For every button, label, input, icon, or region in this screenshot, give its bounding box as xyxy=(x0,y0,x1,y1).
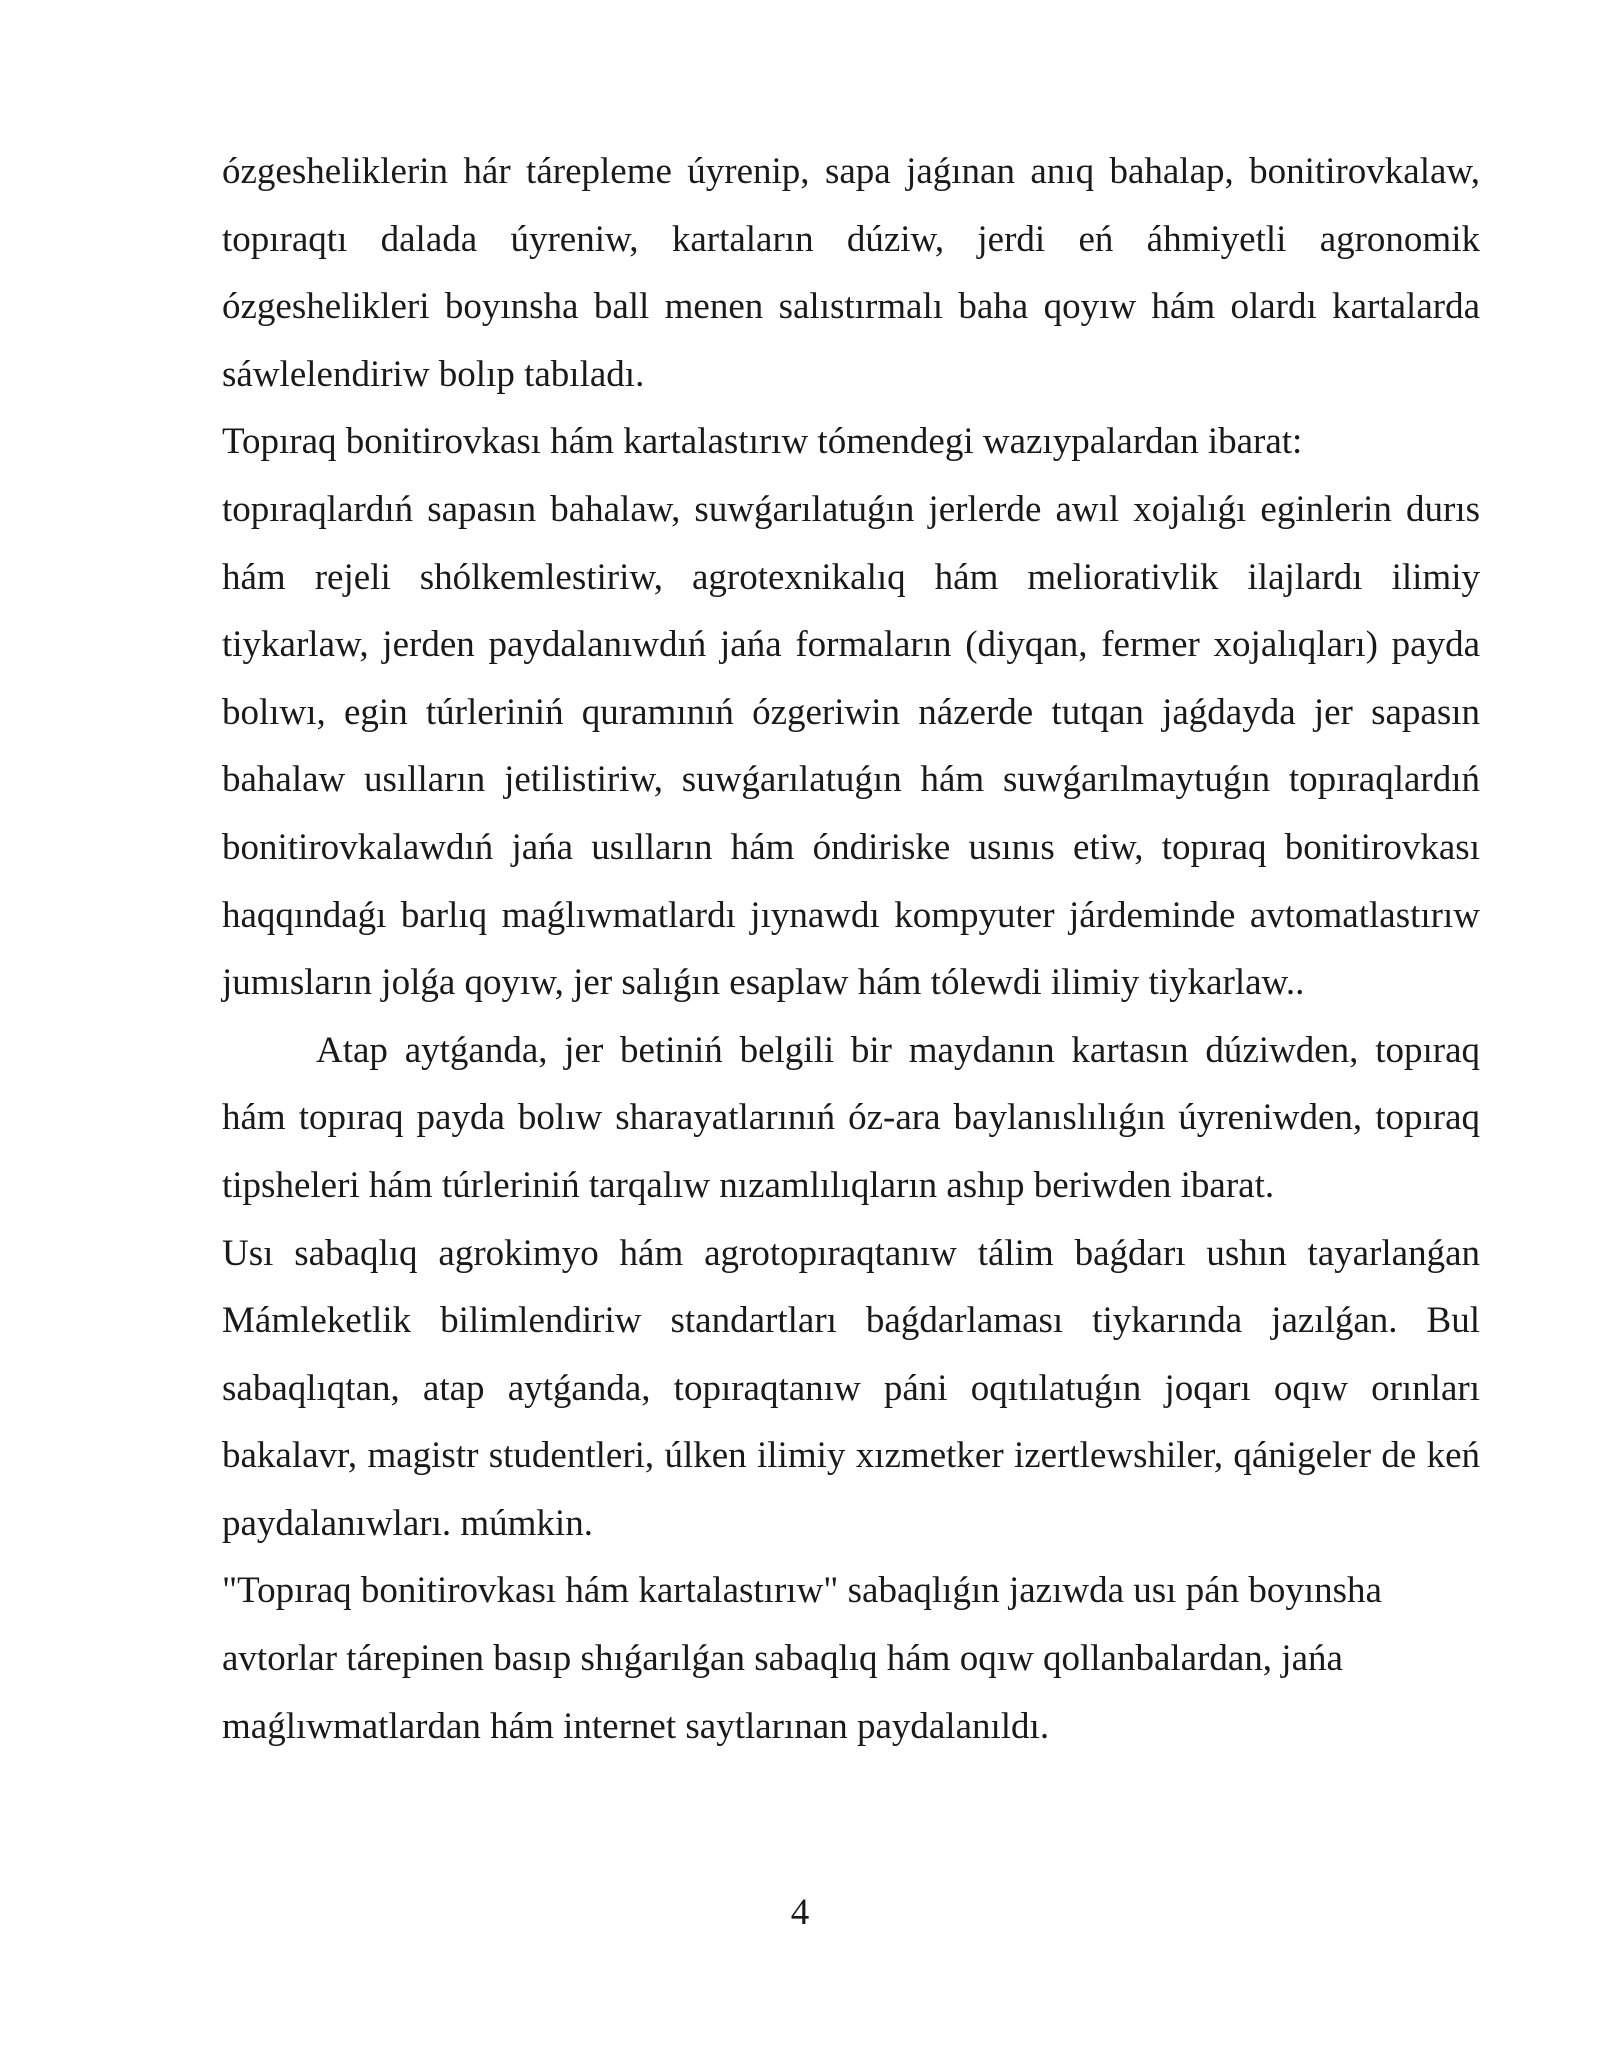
page-number: 4 xyxy=(790,1892,810,1933)
paragraph-textbook-purpose: Usı sabaqlıq agrokimyo hám agrotopıraqtanıw tálim baǵdarı ushın tayarlanǵan Mámleketlik bilimlendiriw standartları baǵdarlaması tiykarında jazılǵan. Bul sabaqlıqtan, atap aytǵanda, topıraqtanıw páni oqıtılatuǵın joqarı oqıw orınları bakalavr, magistr studentleri, úlken ilimiy xızmetker izertlewshiler, qánigeler de keń paydalanıwları. múmkin. xyxy=(222,1232,1480,1544)
paragraph-tasks-heading: Topıraq bonitirovkası hám kartalastırıw tómendegi wazıypalardan ibarat: xyxy=(222,421,1303,463)
document-body xyxy=(222,138,1480,1760)
paragraph-mapping-description: Atap aytǵanda, jer betiniń belgili bir maydanın kartasın dúziwden, topıraq hám topıraq payda bolıw sharayatlarınıń óz-ara baylanıslılıǵın úyreniwden, topıraq tipsheleri hám túrleriniń tarqalıw nızamlılıqların ashıp beriwden ibarat. xyxy=(222,1029,1480,1206)
paragraph-intro-continuation: ózgesheliklerin hár tárepleme úyrenip, sapa jaǵınan anıq bahalap, bonitirovkalaw, topıraqtı dalada úyreniw, kartaların dúziw, jerdi eń áhmiyetli agronomik ózgeshelikleri boyınsha ball menen salıstırmalı baha qoyıw hám olardı kartalarda sáwlelendiriw bolıp tabıladı. xyxy=(222,151,1480,395)
paragraph-sources: "Topıraq bonitirovkası hám kartalastırıw" sabaqlıǵın jazıwda usı pán boyınsha avtorlar tárepinen basıp shıǵarılǵan sabaqlıq hám oqıw qollanbalardan, jańa maǵlıwmatlardan hám internet saytlarınan paydalanıldı. xyxy=(222,1570,1382,1747)
paragraph-tasks-list: topıraqlardıń sapasın bahalaw, suwǵarılatuǵın jerlerde awıl xojalıǵı eginlerin durıs hám rejeli shólkemlestiriw, agrotexnikalıq hám meliorativlik ilajlardı ilimiy tiykarlaw, jerden paydalanıwdıń jańa formaların (diyqan, fermer xojalıqları) payda bolıwı, egin túrleriniń quramınıń ózgeriwin názerde tutqan jaǵdayda jer sapasın bahalaw usılların jetilistiriw, suwǵarılatuǵın hám suwǵarılmaytuǵın topıraqlardıń bonitirovkalawdıń jańa usılların hám óndiriske usınıs etiw, topıraq bonitirovkası haqqındaǵı barlıq maǵlıwmatlardı jıynawdı kompyuter járdeminde avtomatlastırıw jumısların jolǵa qoyıw, jer salıǵın esaplaw hám tólewdi ilimiy tiykarlaw.. xyxy=(222,488,1480,1004)
